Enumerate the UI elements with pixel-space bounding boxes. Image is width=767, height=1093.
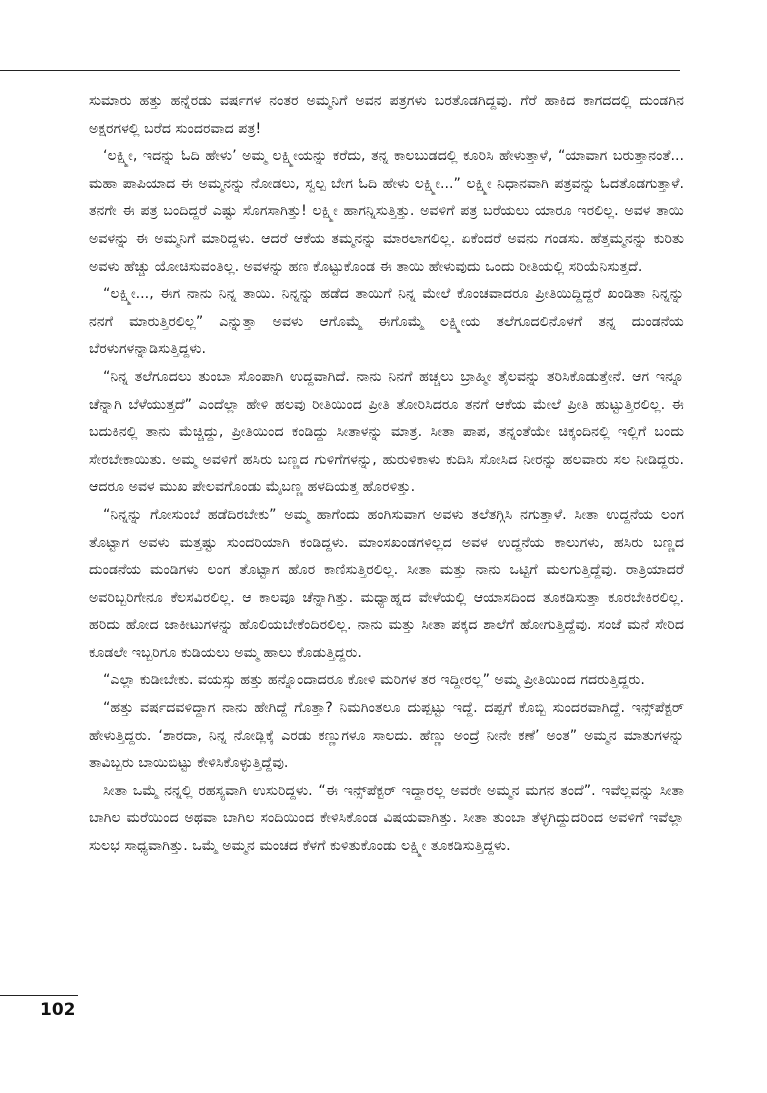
paragraph: “ನಿನ್ನನ್ನು ಗೋಸುಂಬೆ ಹಡೆದಿರಬೇಕು” ಅಮ್ಮ ಹಾಗೆಂದು ಹಂಗಿಸುವಾಗ ಅವಳು ತಲೆತಗ್ಗಿಸಿ ನಗುತ್ತಾಳೆ. ಸೀತಾ ಉದ್ದನೆಯ ಲಂಗ ತೊಟ್ಟಾಗ ಅವಳು ಮತ್ತಷ್ಟು ಸುಂದರಿಯಾಗಿ ಕಂಡಿದ್ದಳು. ಮಾಂಸಖಂಡಗಳಿಲ್ಲದ ಅವಳ ಉದ್ದನೆಯ ಕಾಲುಗಳು, ಹಸಿರು ಬಣ್ಣದ ದುಂಡನೆಯ ಮಂಡಿಗಳು ಲಂಗ ತೊಟ್ಟಾಗ ಹೊರ ಕಾಣಿಸುತ್ತಿರಲಿಲ್ಲ. ಸೀತಾ ಮತ್ತು ನಾನು ಒಟ್ಟಿಗೆ ಮಲಗುತ್ತಿದ್ದೆವು. ರಾತ್ರಿಯಾದರೆ ಅವರಿಬ್ಬರಿಗೇನೂ ಕೆಲಸವಿರಲಿಲ್ಲ. ಆ ಕಾಲವೂ ಚೆನ್ನಾಗಿತ್ತು. ಮಧ್ಯಾಹ್ನದ ವೇಳೆಯಲ್ಲಿ ಆಯಾಸದಿಂದ ತೂಕಡಿಸುತ್ತಾ ಕೂರಬೇಕಿರಲಿಲ್ಲ. ಹರಿದು ಹೋದ ಜಾಕೀಟುಗಳನ್ನು ಹೊಲಿಯಬೇಕೆಂದಿರಲಿಲ್ಲ. ನಾನು ಮತ್ತು ಸೀತಾ ಪಕ್ಕದ ಶಾಲೆಗೆ ಹೋಗುತ್ತಿದ್ದೆವು. ಸಂಜೆ ಮನೆ ಸೇರಿದ ಕೂಡಲೇ ಇಬ್ಬರಿಗೂ ಕುಡಿಯಲು ಅಮ್ಮ ಹಾಲು ಕೊಡುತ್ತಿದ್ದರು. xyxy=(89,506,684,661)
paragraph: ಸುಮಾರು ಹತ್ತು ಹನ್ನೆರಡು ವರ್ಷಗಳ ನಂತರ ಅಮ್ಮನಿಗೆ ಅವನ ಪತ್ರಗಳು ಬರತೊಡಗಿದ್ದವು. ಗೆರೆ ಹಾಕಿದ ಕಾಗದದಲ್ಲಿ ದುಂಡಗಿನ ಅಕ್ಷರಗಳಲ್ಲಿ ಬರೆದ ಸುಂದರವಾದ ಪತ್ರ! xyxy=(89,93,684,137)
paragraph: ‘ಲಕ್ಷ್ಮೀ, ಇದನ್ನು ಓದಿ ಹೇಳು’ ಅಮ್ಮ ಲಕ್ಷ್ಮೀಯನ್ನು ಕರೆದು, ತನ್ನ ಕಾಲಬುಡದಲ್ಲಿ ಕೂರಿಸಿ ಹೇಳುತ್ತಾಳೆ, “ಯಾವಾಗ ಬರುತ್ತಾನಂತೆ... ಮಹಾ ಪಾಪಿಯಾದ ಈ ಅಮ್ಮನನ್ನು ನೋಡಲು, ಸ್ವಲ್ಪ ಬೇಗ ಓದಿ ಹೇಳು ಲಕ್ಷ್ಮೀ...” ಲಕ್ಷ್ಮೀ ನಿಧಾನವಾಗಿ ಪತ್ರವನ್ನು ಓದತೊಡಗುತ್ತಾಳೆ. ತನಗೇ ಈ ಪತ್ರ ಬಂದಿದ್ದರೆ ಎಷ್ಟು ಸೊಗಸಾಗಿತ್ತು! ಲಕ್ಷ್ಮೀ ಹಾಗನ್ನಿಸುತ್ತಿತ್ತು. ಅವಳಿಗೆ ಪತ್ರ ಬರೆಯಲು ಯಾರೂ ಇರಲಿಲ್ಲ. ಅವಳ ತಾಯಿ ಅವಳನ್ನು ಈ ಅಮ್ಮನಿಗೆ ಮಾರಿದ್ದಳು. ಆದರೆ ಆಕೆಯ ತಮ್ಮನನ್ನು ಮಾರಲಾಗಲಿಲ್ಲ. ಏಕೆಂದರೆ ಅವನು ಗಂಡಸು. ಹೆತ್ತಮ್ಮನನ್ನು ಕುರಿತು ಅವಳು ಹೆಚ್ಚು ಯೋಚಿಸುವಂತಿಲ್ಲ. ಅವಳನ್ನು ಹಣ ಕೊಟ್ಟುಕೊಂಡ ಈ ತಾಯಿ ಹೇಳುವುದು ಒಂದು ರೀತಿಯಲ್ಲಿ ಸರಿಯೆನಿಸುತ್ತದೆ. xyxy=(89,148,684,275)
top-divider xyxy=(0,70,680,71)
bottom-divider xyxy=(0,995,78,996)
body-text xyxy=(89,88,684,861)
page-number: 102 xyxy=(40,1000,76,1020)
paragraph: ಸೀತಾ ಒಮ್ಮೆ ನನ್ನಲ್ಲಿ ರಹಸ್ಯವಾಗಿ ಉಸುರಿದ್ದಳು. “ಈ ಇನ್ಸ್‌ಪೆಕ್ಟರ್ ಇದ್ದಾರಲ್ಲ ಅವರೇ ಅಮ್ಮನ ಮಗನ ತಂದೆ”. ಇವೆಲ್ಲವನ್ನು ಸೀತಾ ಬಾಗಿಲ ಮರೆಯಿಂದ ಅಥವಾ ಬಾಗಿಲ ಸಂದಿಯಿಂದ ಕೇಳಿಸಿಕೊಂಡ ವಿಷಯವಾಗಿತ್ತು. ಸೀತಾ ತುಂಬಾ ತೆಳ್ಳಗಿದ್ದುದರಿಂದ ಅವಳಿಗೆ ಇವೆಲ್ಲಾ ಸುಲಭ ಸಾಧ್ಯವಾಗಿತ್ತು. ಒಮ್ಮೆ ಅಮ್ಮನ ಮಂಚದ ಕೆಳಗೆ ಕುಳಿತುಕೊಂಡು ಲಕ್ಷ್ಮೀ ತೂಕಡಿಸುತ್ತಿದ್ದಳು. xyxy=(89,782,684,855)
paragraph: “ನಿನ್ನ ತಲೆಗೂದಲು ತುಂಬಾ ಸೊಂಪಾಗಿ ಉದ್ದವಾಗಿದೆ. ನಾನು ನಿನಗೆ ಹಚ್ಚಲು ಬ್ರಾಹ್ಮೀ ತೈಲವನ್ನು ತರಿಸಿಕೊಡುತ್ತೇನೆ. ಆಗ ಇನ್ನೂ ಚೆನ್ನಾಗಿ ಬೆಳೆಯುತ್ತದೆ” ಎಂದೆಲ್ಲಾ ಹೇಳಿ ಹಲವು ರೀತಿಯಿಂದ ಪ್ರೀತಿ ತೋರಿಸಿದರೂ ತನಗೆ ಆಕೆಯ ಮೇಲೆ ಪ್ರೀತಿ ಹುಟ್ಟುತ್ತಿರಲಿಲ್ಲ. ಈ ಬದುಕಿನಲ್ಲಿ ತಾನು ಮೆಚ್ಚಿದ್ದು, ಪ್ರೀತಿಯಿಂದ ಕಂಡಿದ್ದು ಸೀತಾಳನ್ನು ಮಾತ್ರ. ಸೀತಾ ಪಾಪ, ತನ್ನಂತೆಯೇ ಚಿಕ್ಕಂದಿನಲ್ಲಿ ಇಲ್ಲಿಗೆ ಬಂದು ಸೇರಬೇಕಾಯಿತು. ಅಮ್ಮ ಅವಳಿಗೆ ಹಸಿರು ಬಣ್ಣದ ಗುಳಿಗೆಗಳನ್ನು, ಹುರುಳಿಕಾಳು ಕುದಿಸಿ ಸೋಸಿದ ನೀರನ್ನು ಹಲವಾರು ಸಲ ನೀಡಿದ್ದರು. ಆದರೂ ಅವಳ ಮುಖ ಪೇಲವಗೊಂಡು ಮೈಬಣ್ಣ ಹಳದಿಯತ್ತ ಹೊರಳಿತ್ತು. xyxy=(89,368,684,496)
paragraph: “ಎಲ್ಲಾ ಕುಡೀಬೇಕು. ವಯಸ್ಸು ಹತ್ತು ಹನ್ನೊಂದಾದರೂ ಕೋಳಿ ಮರಿಗಳ ತರ ಇದ್ದೀರಲ್ಲ” ಅಮ್ಮ ಪ್ರೀತಿಯಿಂದ ಗದರುತ್ತಿದ್ದರು. xyxy=(103,672,645,689)
paragraph: “ಲಕ್ಷ್ಮೀ..., ಈಗ ನಾನು ನಿನ್ನ ತಾಯಿ. ನಿನ್ನನ್ನು ಹಡೆದ ತಾಯಿಗೆ ನಿನ್ನ ಮೇಲೆ ಕೊಂಚವಾದರೂ ಪ್ರೀತಿಯಿದ್ದಿದ್ದರೆ ಖಂಡಿತಾ ನಿನ್ನನ್ನು ನನಗೆ ಮಾರುತ್ತಿರಲಿಲ್ಲ” ಎನ್ನುತ್ತಾ ಅವಳು ಆಗೊಮ್ಮೆ ಈಗೊಮ್ಮೆ ಲಕ್ಷ್ಮೀಯ ತಲೆಗೂದಲಿನೊಳಗೆ ತನ್ನ ದುಂಡನೆಯ ಬೆರಳುಗಳನ್ನಾಡಿಸುತ್ತಿದ್ದಳು. xyxy=(89,286,684,358)
paragraph: “ಹತ್ತು ವರ್ಷದವಳಿದ್ದಾಗ ನಾನು ಹೇಗಿದ್ದೆ ಗೊತ್ತಾ? ನಿಮಗಿಂತಲೂ ದುಪ್ಪಟ್ಟು ಇದ್ದೆ. ದಪ್ಪಗೆ ಕೊಬ್ಬಿ ಸುಂದರವಾಗಿದ್ದೆ. ಇನ್ಸ್‌ಪೆಕ್ಟರ್ ಹೇಳುತ್ತಿದ್ದರು. ‘ಶಾರದಾ, ನಿನ್ನ ನೋಡ್ಲಿಕ್ಕೆ ಎರಡು ಕಣ್ಣುಗಳೂ ಸಾಲದು. ಹೆಣ್ಣು ಅಂದ್ರೆ ನೀನೇ ಕಣೆ’ ಅಂತ” ಅಮ್ಮನ ಮಾತುಗಳನ್ನು ತಾವಿಬ್ಬರು ಬಾಯಿಬಿಟ್ಟು ಕೇಳಿಸಿಕೊಳ್ಳುತ್ತಿದ್ದೆವು. xyxy=(89,700,684,772)
